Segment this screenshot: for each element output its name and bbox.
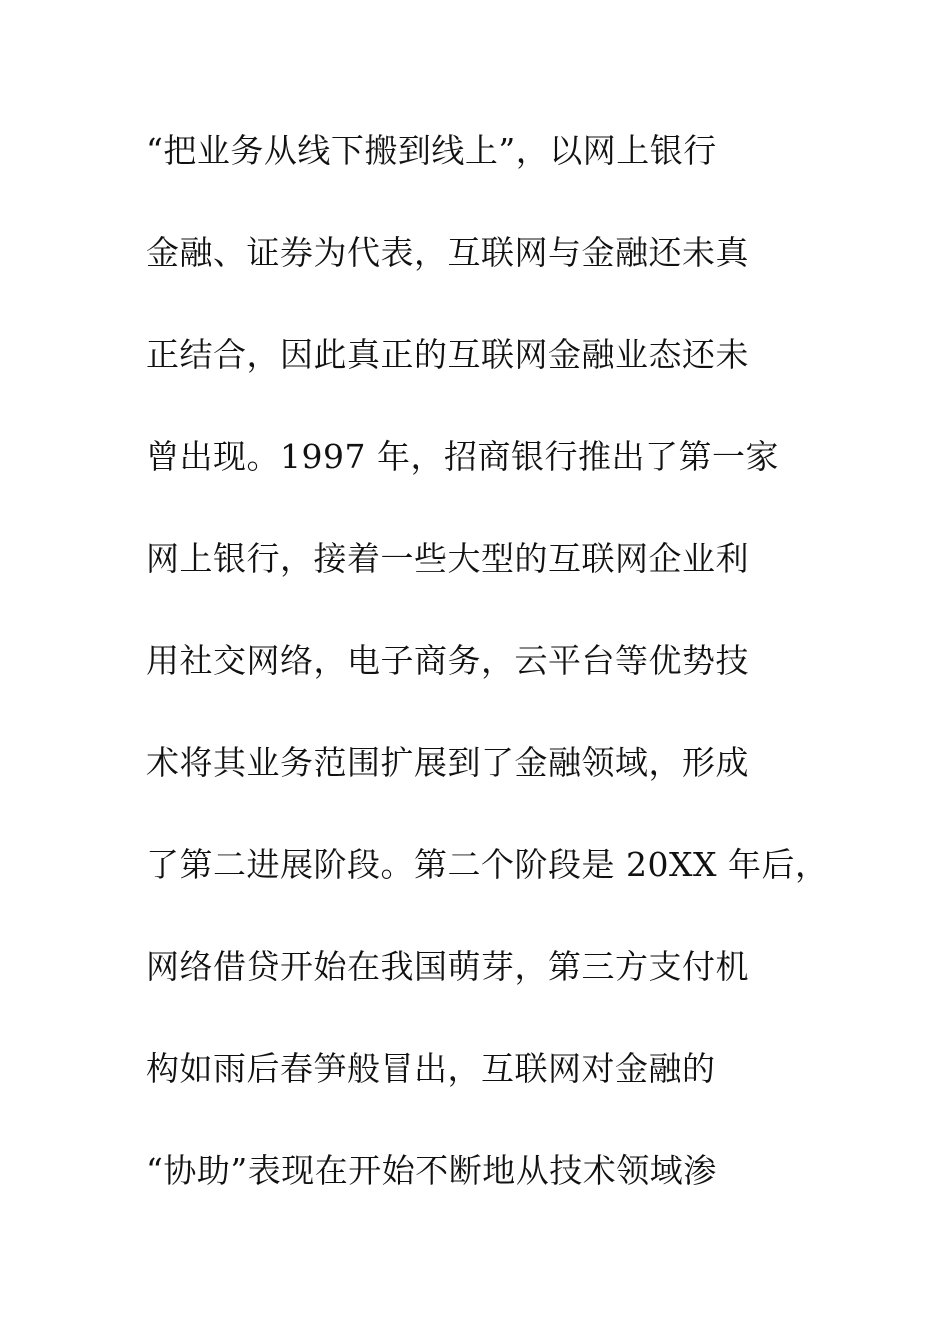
text-line-10: 构如雨后春笋般冒出，互联网对金融的 [146, 1049, 716, 1088]
text-line-4: 曾出现。1997 年，招商银行推出了第一家 [146, 437, 779, 476]
text-line-2: 金融、证券为代表，互联网与金融还未真 [146, 233, 749, 272]
body-text [146, 118, 836, 1240]
text-line-5: 网上银行，接着一些大型的互联网企业利 [146, 539, 749, 578]
text-line-9: 网络借贷开始在我国萌芽，第三方支付机 [146, 947, 749, 986]
text-line-7: 术将其业务范围扩展到了金融领域，形成 [146, 743, 749, 782]
text-line-3: 正结合，因此真正的互联网金融业态还未 [146, 335, 749, 374]
text-line-8: 了第二进展阶段。第二个阶段是 20XX 年后， [146, 845, 829, 884]
text-line-6: 用社交网络，电子商务，云平台等优势技 [146, 641, 749, 680]
text-line-1: “把业务从线下搬到线上”，以网上银行 [146, 131, 717, 170]
text-line-11: “协助”表现在开始不断地从技术领域渗 [146, 1151, 717, 1190]
